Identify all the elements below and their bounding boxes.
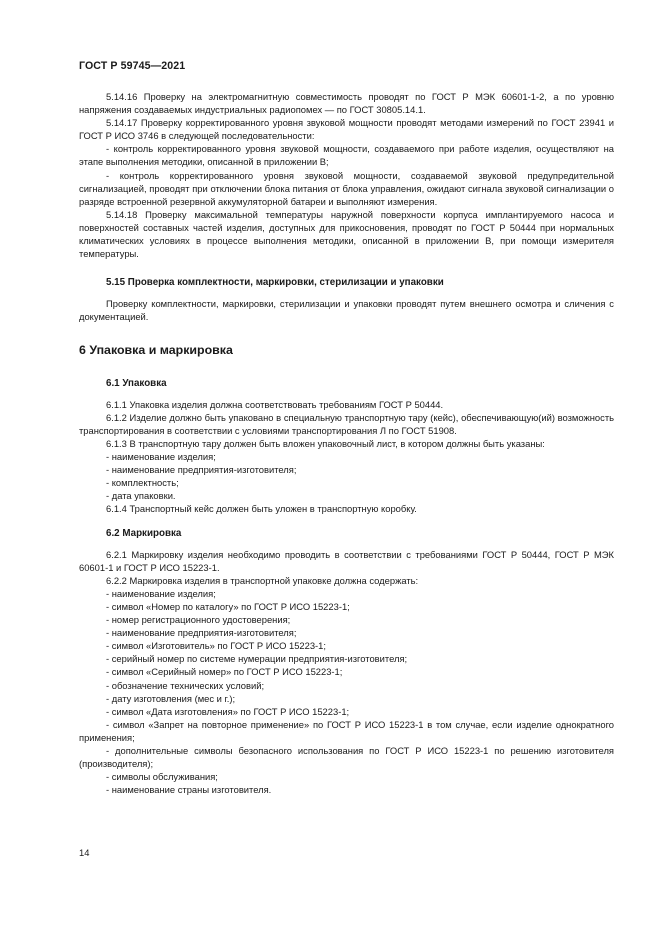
document-body xyxy=(79,90,614,796)
subsection-heading: 6.1 Упаковка xyxy=(106,377,167,389)
list-item: - символы обслуживания; xyxy=(106,771,218,783)
list-item: - дату изготовления (мес и г.); xyxy=(106,692,236,704)
paragraph: - символ «Запрет на повторное применение» по ГОСТ Р ИСО 15223-1 в том случае, если изделие однократного применения; xyxy=(79,718,614,743)
list-item: - обозначение технических условий; xyxy=(106,679,265,691)
list-item: - символ «Серийный номер» по ГОСТ Р ИСО 15223-1; xyxy=(106,666,343,678)
list-item: - серийный номер по системе нумерации предприятия-изготовителя; xyxy=(106,653,408,665)
list-item: - наименование страны изготовителя. xyxy=(106,784,272,796)
list-item: - наименование изделия; xyxy=(106,451,216,463)
paragraph: 6.1.3 В транспортную тару должен быть вложен упаковочный лист, в котором должны быть указаны: xyxy=(106,437,545,449)
paragraph: 5.14.18 Проверку максимальной температуры наружной поверхности корпуса имплантируемого насоса и поверхностей составных частей изделия, доступных для прикосновения, проводят по ГОСТ Р 50444 при нормальных климатических условиях в процессе выполнения методики, описанной в приложении В, при помощи измерителя температуры. xyxy=(79,208,614,260)
list-item: - наименование предприятия-изготовителя; xyxy=(106,627,297,639)
list-item: - символ «Номер по каталогу» по ГОСТ Р ИСО 15223-1; xyxy=(106,601,350,612)
section-heading: 6 Упаковка и маркировка xyxy=(79,342,233,357)
paragraph: 6.2.2 Маркировка изделия в транспортной упаковке должна содержать: xyxy=(106,574,419,586)
subsection-heading: 5.15 Проверка комплектности, маркировки, стерилизации и упаковки xyxy=(106,277,444,289)
paragraph: - контроль корректированного уровня звуковой мощности, создаваемого при работе изделия, осуществляют на этапе выполнения методики, описанной в приложении В; xyxy=(79,143,614,168)
subsection-heading: 6.2 Маркировка xyxy=(106,527,182,539)
paragraph: 5.14.16 Проверку на электромагнитную совместимость проводят по ГОСТ Р МЭК 60601-1-2, а по уровню напряжения создаваемых индустриальных радиопомех — по ГОСТ 30805.14.1. xyxy=(79,91,614,116)
paragraph: 6.1.4 Транспортный кейс должен быть уложен в транспортную коробку. xyxy=(106,503,417,515)
paragraph: - дополнительные символы безопасного использования по ГОСТ Р ИСО 15223-1 по решению изготовителя (производителя); xyxy=(79,745,614,770)
list-item: - номер регистрационного удостоверения; xyxy=(106,614,291,626)
document-code: ГОСТ Р 59745—2021 xyxy=(79,60,186,72)
list-item: - комплектность; xyxy=(106,477,179,489)
paragraph: 6.1.2 Изделие должно быть упаковано в специальную транспортную тару (кейс), обеспечивающую(ий) возможность транспортирования в соответствии с условиями транспортирования Л по ГОСТ 51908. xyxy=(79,411,614,436)
list-item: - наименование изделия; xyxy=(106,587,216,599)
list-item: - символ «Изготовитель» по ГОСТ Р ИСО 15223-1; xyxy=(106,640,327,652)
paragraph: 6.1.1 Упаковка изделия должна соответствовать требованиям ГОСТ Р 50444. xyxy=(106,398,444,410)
list-item: - наименование предприятия-изготовителя; xyxy=(106,464,297,476)
list-item: - дата упаковки. xyxy=(106,490,176,502)
paragraph: Проверку комплектности, маркировки, стерилизации и упаковки проводят путем внешнего осмотра и сличения с документацией. xyxy=(79,298,614,323)
paragraph: 6.2.1 Маркировку изделия необходимо проводить в соответствии с требованиями ГОСТ Р 50444, ГОСТ Р МЭК 60601-1 и ГОСТ Р ИСО 15223-1. xyxy=(79,548,614,573)
paragraph: - контроль корректированного уровня звуковой мощности, создаваемой звуковой предупредительной сигнализацией, проводят при отключении блока питания от блока управления, ожидают сигнала звуковой сигнализации о разряде встроенной резервной аккумуляторной батареи и выполняют измерения. xyxy=(79,169,614,207)
list-item: - символ «Дата изготовления» по ГОСТ Р ИСО 15223-1; xyxy=(106,705,350,717)
page-number: 14 xyxy=(79,847,90,858)
paragraph: 5.14.17 Проверку корректированного уровня звуковой мощности проводят методами измерений по ГОСТ 23941 и ГОСТ Р ИСО 3746 в следующей последовательности: xyxy=(79,117,614,142)
